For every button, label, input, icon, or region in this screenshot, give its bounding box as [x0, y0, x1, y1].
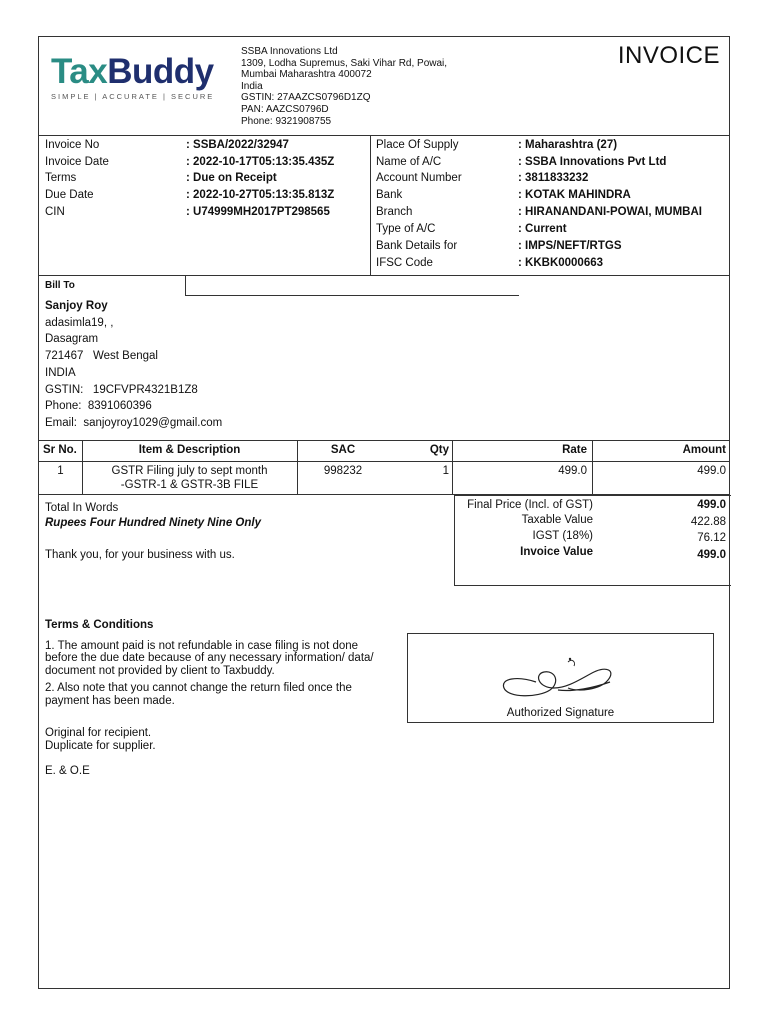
duplicate-note: Duplicate for supplier.	[45, 739, 156, 752]
meta-label-account-number: Account Number	[376, 172, 462, 184]
terms-item-2: 2. Also note that you cannot change the return filed once the payment has been made.	[45, 682, 352, 707]
meta-label-invoice-no: Invoice No	[45, 139, 100, 151]
row-rate: 499.0	[558, 465, 587, 477]
row-amount: 499.0	[697, 465, 726, 477]
row-sr-no: 1	[57, 465, 64, 477]
col-header-item: Item & Description	[138, 444, 241, 456]
customer-address-2: Dasagram	[45, 333, 99, 346]
row-sac: 998232	[323, 465, 363, 477]
igst-value: 76.12	[697, 532, 726, 544]
authorized-signature-label: Authorized Signature	[506, 707, 615, 719]
invoice-page	[38, 36, 730, 989]
customer-address-1: adasimla19, ,	[45, 316, 114, 329]
total-in-words-label: Total In Words	[45, 502, 119, 514]
meta-label-cin: CIN	[45, 206, 65, 218]
meta-label-ifsc: IFSC Code	[376, 257, 433, 269]
meta-label-place-of-supply: Place Of Supply	[376, 139, 459, 151]
divider	[39, 461, 729, 462]
divider	[452, 440, 453, 494]
meta-value-place-of-supply: : Maharashtra (27)	[518, 139, 618, 151]
divider	[592, 440, 593, 494]
col-header-amount: Amount	[682, 444, 726, 456]
total-in-words-value: Rupees Four Hundred Ninety Nine Only	[45, 517, 261, 529]
meta-label-due-date: Due Date	[45, 189, 94, 201]
customer-gstin: GSTIN: 19CFVPR4321B1Z8	[45, 383, 198, 396]
meta-value-due-date: : 2022-10-27T05:13:35.813Z	[186, 189, 335, 201]
taxable-value: 422.88	[690, 516, 726, 528]
meta-value-bank: : KOTAK MAHINDRA	[518, 189, 631, 201]
company-name: SSBA Innovations Ltd	[241, 46, 338, 57]
meta-label-invoice-date: Invoice Date	[45, 156, 109, 168]
meta-label-bank: Bank	[376, 189, 403, 201]
signature-box	[407, 633, 714, 723]
meta-label-bank-details: Bank Details for	[376, 240, 458, 252]
igst-label: IGST (18%)	[532, 530, 593, 542]
meta-label-type-of-ac: Type of A/C	[376, 223, 436, 235]
customer-phone: Phone: 8391060396	[45, 400, 152, 413]
final-price-label: Final Price (Incl. of GST)	[467, 499, 593, 511]
signature-image	[498, 648, 628, 703]
meta-value-type-of-ac: : Current	[518, 223, 567, 235]
logo-tagline: SIMPLE | ACCURATE | SECURE	[51, 92, 215, 101]
company-details	[241, 46, 447, 127]
row-qty: 1	[442, 465, 449, 477]
taxable-value-label: Taxable Value	[521, 514, 593, 526]
meta-label-branch: Branch	[376, 206, 413, 218]
meta-label-name-of-ac: Name of A/C	[376, 156, 442, 168]
customer-country: INDIA	[45, 366, 76, 379]
terms-title: Terms & Conditions	[45, 619, 154, 631]
invoice-title: INVOICE	[617, 42, 720, 69]
meta-value-invoice-no: : SSBA/2022/32947	[186, 139, 289, 151]
customer-email: Email: sanjoyroy1029@gmail.com	[45, 416, 223, 429]
divider	[370, 135, 371, 275]
row-item-line-1: GSTR Filing july to sept month	[111, 465, 268, 477]
invoice-value: 499.0	[697, 549, 726, 561]
company-gstin: GSTIN: 27AAZCS0796D1ZQ	[241, 92, 371, 104]
company-phone: Phone: 9321908755	[241, 115, 332, 127]
col-header-sac: SAC	[330, 444, 356, 456]
divider	[39, 440, 729, 441]
company-address-1: 1309, Lodha Supremus, Saki Vihar Rd, Powai,	[241, 57, 448, 69]
terms-section	[45, 619, 375, 783]
meta-value-bank-details: : IMPS/NEFT/RTGS	[518, 240, 622, 252]
eoe-note: E. & O.E	[45, 765, 90, 777]
meta-value-account-number: : 3811833232	[518, 172, 589, 184]
bill-to-label: Bill To	[45, 280, 75, 291]
terms-item-1: 1. The amount paid is not refundable in case filing is not done before the due date because of any necessary information/ data/ document not provided by client to Taxbuddy.	[45, 639, 374, 677]
meta-value-ifsc: : KKBK0000663	[518, 257, 604, 269]
col-header-sr-no: Sr No.	[43, 444, 77, 456]
bill-to-details	[45, 298, 222, 432]
col-header-rate: Rate	[562, 444, 587, 456]
company-country: India	[241, 80, 263, 92]
divider	[39, 135, 729, 136]
customer-name: Sanjoy Roy	[45, 300, 108, 312]
meta-value-branch: : HIRANANDANI-POWAI, MUMBAI	[518, 206, 702, 218]
customer-address-3: 721467 West Bengal	[45, 350, 158, 363]
meta-label-terms: Terms	[45, 172, 77, 184]
divider	[185, 295, 519, 296]
company-address-2: Mumbai Maharashtra 400072	[241, 69, 372, 81]
thank-you-note: Thank you, for your business with us.	[45, 549, 235, 561]
meta-value-name-of-ac: : SSBA Innovations Pvt Ltd	[518, 156, 667, 168]
col-header-qty: Qty	[429, 444, 449, 456]
meta-value-terms: : Due on Receipt	[186, 172, 277, 184]
final-price-value: 499.0	[697, 499, 726, 511]
row-item-line-2: -GSTR-1 & GSTR-3B FILE	[120, 478, 259, 491]
logo-text-tax: Tax	[51, 52, 108, 91]
original-note: Original for recipient.	[45, 727, 152, 739]
taxbuddy-logo	[51, 53, 221, 103]
meta-value-invoice-date: : 2022-10-17T05:13:35.435Z	[186, 156, 335, 168]
logo-text-buddy: Buddy	[107, 52, 214, 91]
invoice-value-label: Invoice Value	[520, 546, 593, 558]
row-item-description	[82, 465, 297, 492]
meta-value-cin: : U74999MH2017PT298565	[186, 206, 330, 218]
company-pan: PAN: AAZCS0796D	[241, 103, 329, 115]
